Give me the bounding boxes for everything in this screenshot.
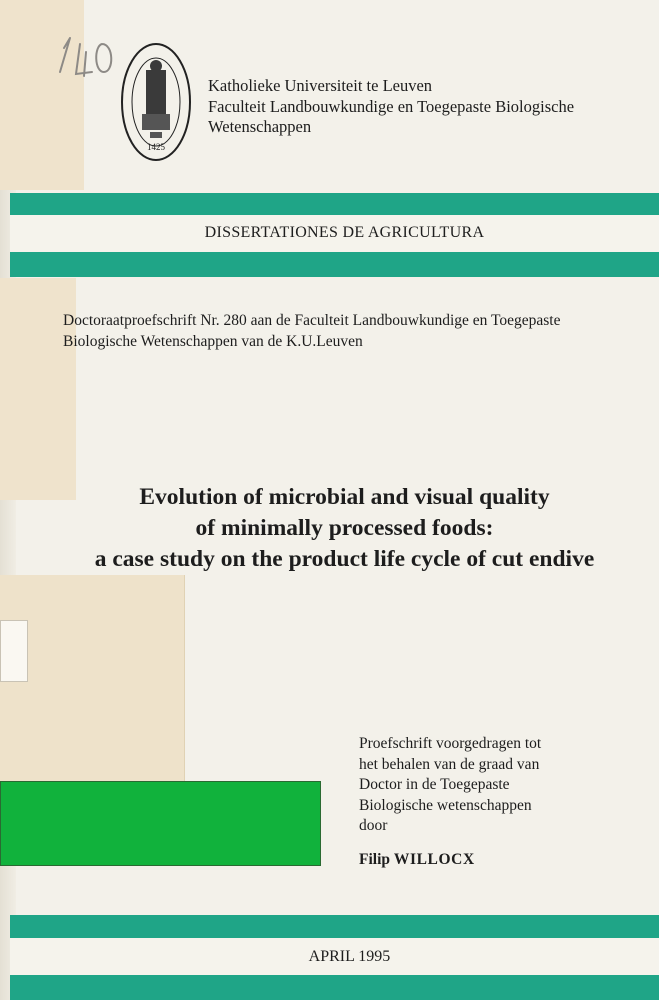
degree-line: Proefschrift voorgedragen tot: [359, 735, 542, 752]
title-line: of minimally processed foods:: [195, 515, 494, 541]
date-band-inner: [10, 938, 659, 975]
thesis-info-line: Biologische Wetenschappen van de K.U.Leuven: [63, 333, 363, 350]
faculty-line: Faculteit Landbouwkundige en Toegepaste Biologische: [208, 96, 575, 116]
degree-line: Biologische wetenschappen: [359, 796, 532, 814]
thesis-info-line: Doctoraatproefschrift Nr. 280 aan de Faculteit Landbouwkundige en Toegepaste: [63, 312, 561, 329]
faculty-line-cont: Wetenschappen: [208, 117, 312, 136]
university-line: Katholieke Universiteit te Leuven: [208, 76, 433, 95]
title-line: Evolution of microbial and visual quality: [139, 484, 550, 510]
dissertation-title: [20, 482, 639, 575]
university-seal-icon: [118, 40, 194, 164]
handwritten-note: [52, 32, 122, 82]
green-sticker: [0, 781, 321, 866]
author-name: [359, 851, 475, 869]
label-tab: [0, 620, 28, 682]
title-line: a case study on the product life cycle of cut endive: [94, 546, 595, 572]
seal-year: 1425: [147, 142, 165, 152]
university-heading: [208, 76, 574, 138]
author-last-name: WILLOCX: [393, 851, 475, 868]
series-band: [10, 193, 659, 277]
library-label-top: [0, 0, 84, 190]
degree-statement: [359, 734, 541, 837]
series-title: DISSERTATIONES DE AGRICULTURA: [204, 224, 485, 241]
thesis-info: [63, 310, 560, 352]
degree-line: door: [359, 817, 388, 834]
degree-line: het behalen van de graad van: [359, 755, 540, 773]
author-first-name: Filip: [359, 851, 391, 868]
degree-line: Doctor in de Toegepaste: [359, 776, 510, 793]
publication-date: APRIL 1995: [308, 948, 391, 965]
series-band-inner: [10, 215, 659, 252]
date-band: [10, 915, 659, 1000]
